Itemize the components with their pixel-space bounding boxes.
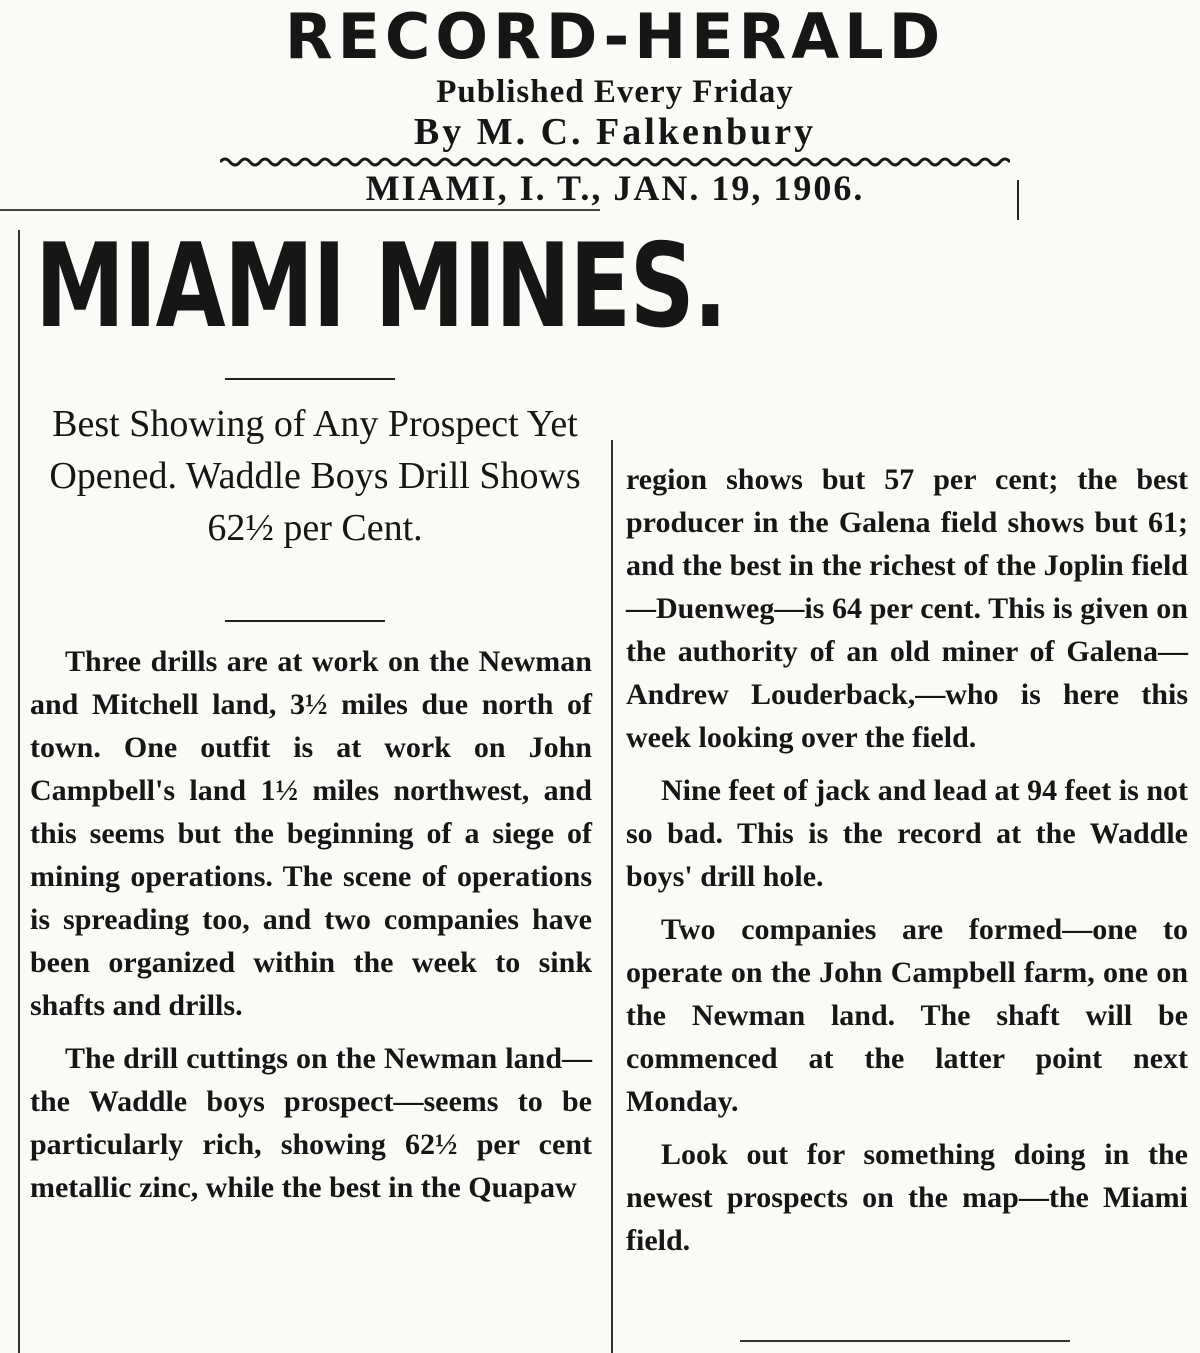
paragraph: Two companies are formed—one to operate on the John Campbell farm, one on the Newman land. The shaft will be commenced at the latter point next Monday. (626, 913, 1188, 1118)
column-top-rule (0, 209, 600, 211)
dateline: MIAMI, I. T., JAN. 19, 1906. (365, 168, 865, 208)
article-column-1 (30, 640, 592, 1219)
paragraph: Nine feet of jack and lead at 94 feet is not so bad. This is the record at the Waddle boys' drill hole. (626, 774, 1188, 893)
paragraph: Three drills are at work on the Newman and Mitchell land, 3½ miles due north of town. One outfit is at work on John Campbell's land 1½ miles northwest, and this seems but the beginning of a siege of mining operations. The scene of operations is spreading too, and two companies have been organized within the week to sink shafts and drills. (30, 645, 592, 1022)
masthead (200, 0, 1030, 208)
article-deck: Best Showing of Any Prospect Yet Opened. Waddle Boys Drill Shows 62½ per Cent. (49, 403, 581, 549)
paragraph: Look out for something doing in the newest prospects on the map—the Miami field. (626, 1138, 1188, 1257)
editor-byline: By M. C. Falkenbury (413, 111, 817, 153)
article-headline: MIAMI MINES. (35, 219, 726, 354)
newspaper-title: RECORD-HERALD (284, 0, 946, 73)
paragraph: The drill cuttings on the Newman land—the Waddle boys prospect—seems to be particularly rich, showing 62½ per cent metallic zinc, while the best in the Quapaw (30, 1042, 592, 1204)
deck-rule (225, 620, 385, 622)
left-column-rule (18, 230, 20, 1353)
end-rule (740, 1340, 1070, 1342)
column-divider (611, 440, 613, 1353)
paragraph: region shows but 57 per cent; the best producer in the Galena field shows but 61; and the best in the richest of the Joplin field—Duenweg—is 64 per cent. This is given on the authority of an old miner of Galena—Andrew Louderback,—who is here this week looking over the field. (626, 463, 1188, 754)
wavy-rule (220, 156, 1010, 168)
article-column-2 (626, 458, 1188, 1272)
masthead-rule (1017, 180, 1019, 220)
publication-frequency: Published Every Friday (436, 74, 794, 110)
headline-rule (225, 378, 395, 380)
